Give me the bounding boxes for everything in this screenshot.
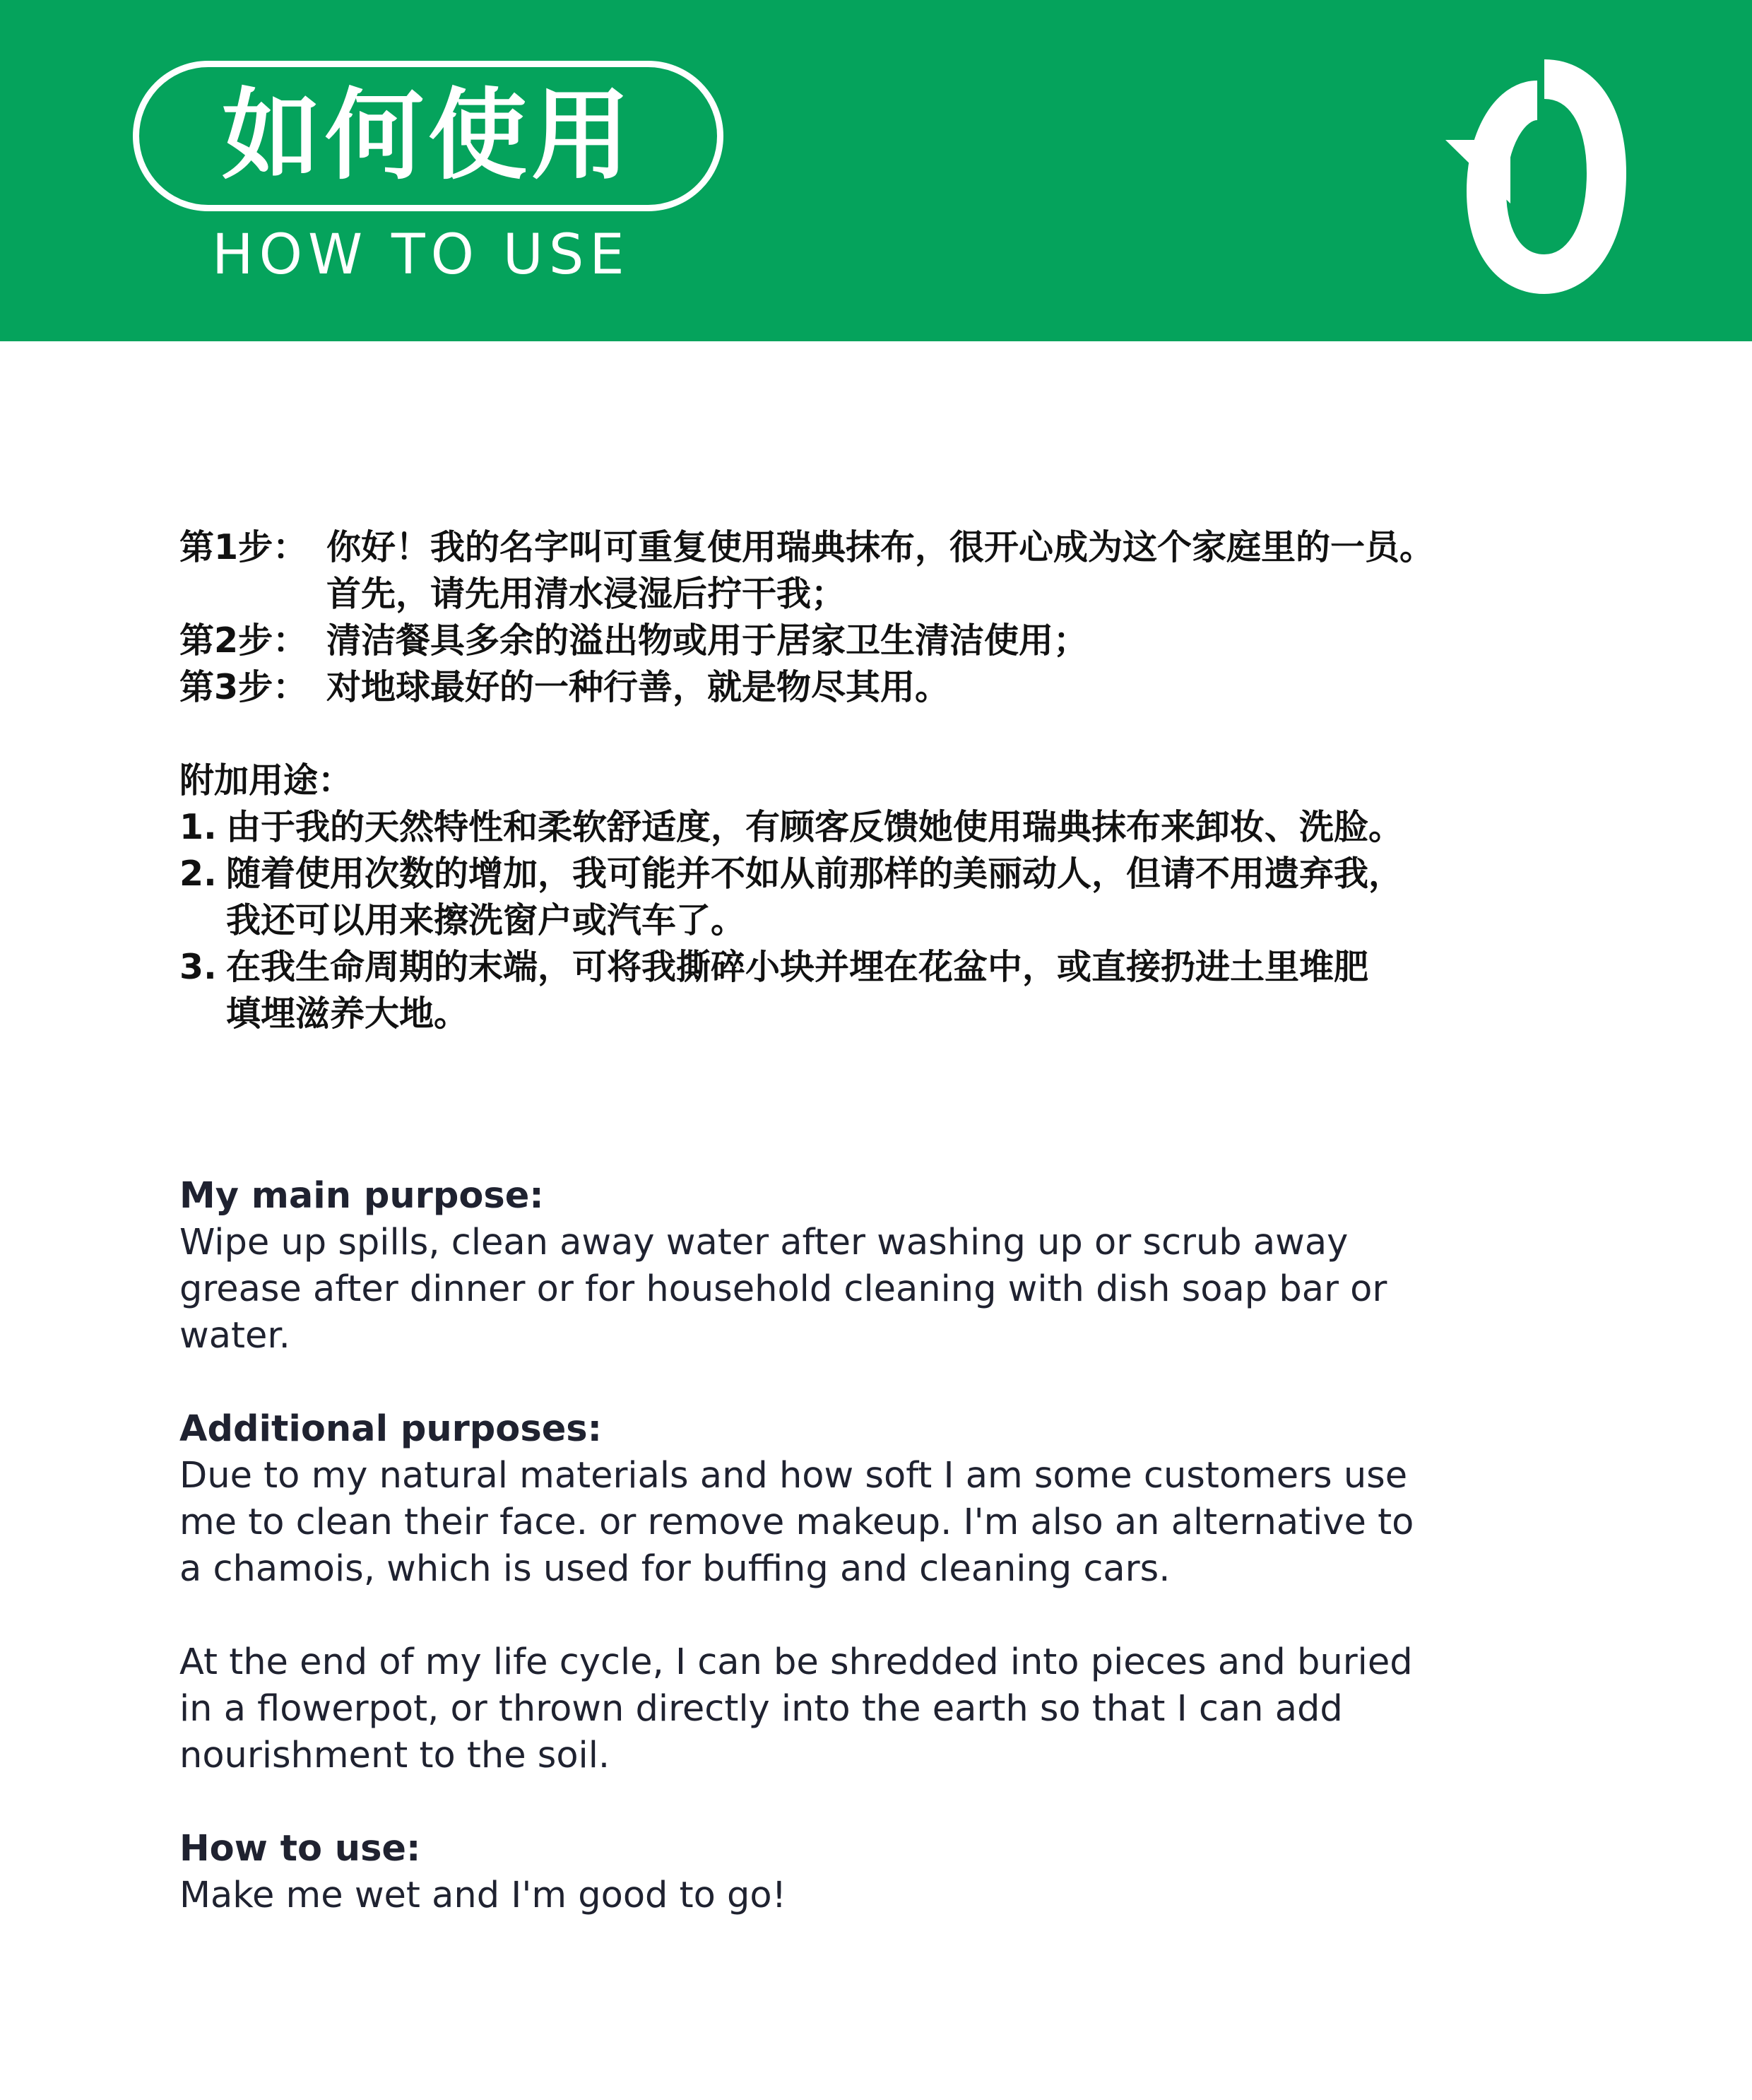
- main-purpose-block: [179, 1173, 1635, 1359]
- step-3: [179, 664, 1635, 711]
- additional-uses-heading-zh: 附加用途：: [179, 760, 353, 801]
- step-2: [179, 618, 1635, 664]
- step-label: 第3步：: [179, 667, 308, 707]
- list-item-text: 填埋滋养大地。: [226, 993, 469, 1034]
- how-to-use-heading: How to use:: [179, 1828, 421, 1870]
- list-item-text: 在我生命周期的末端，可将我撕碎小块并埋在花盆中，或直接扔进土里堆肥: [226, 947, 1369, 987]
- list-item: [179, 944, 1635, 1037]
- instructions-en: [179, 1173, 1635, 1966]
- paragraph-line: At the end of my life cycle, I can be shredded into pieces and buried: [179, 1641, 1413, 1683]
- paragraph-line: me to clean their face. or remove makeup. I'm also an alternative to: [179, 1502, 1414, 1543]
- recycle-loop-icon: [1431, 49, 1657, 297]
- list-item-number: 1.: [179, 807, 217, 847]
- spacer: [179, 711, 1635, 757]
- page-title-zh: 如何使用: [221, 78, 634, 194]
- paragraph-line: nourishment to the soil.: [179, 1735, 610, 1776]
- step-text: 清洁餐具多余的溢出物或用于居家卫生清洁使用；: [326, 620, 1089, 661]
- step-label: 第1步：: [179, 527, 308, 567]
- paragraph-line: a chamois, which is used for buffing and cleaning cars.: [179, 1548, 1171, 1590]
- header-banner: [0, 0, 1752, 341]
- paragraph-line: grease after dinner or for household cleaning with dish soap bar or: [179, 1268, 1387, 1310]
- paragraph-line: Make me wet and I'm good to go!: [179, 1875, 787, 1916]
- list-item: [179, 804, 1635, 851]
- paragraph-line: Wipe up spills, clean away water after washing up or scrub away: [179, 1222, 1349, 1263]
- additional-purposes-heading: Additional purposes:: [179, 1408, 603, 1450]
- list-item-number: 3.: [179, 947, 217, 987]
- list-item-text: 由于我的天然特性和柔软舒适度，有顾客反馈她使用瑞典抹布来卸妆、洗脸。: [226, 807, 1404, 847]
- additional-purposes-block: [179, 1406, 1635, 1593]
- instructions-zh: [179, 524, 1635, 1037]
- step-text: 首先，请先用清水浸湿后拧干我；: [326, 574, 846, 614]
- paragraph-line: Due to my natural materials and how soft I am some customers use: [179, 1455, 1408, 1497]
- end-of-life-block: [179, 1639, 1635, 1779]
- paragraph-line: in a flowerpot, or thrown directly into the earth so that I can add: [179, 1688, 1343, 1730]
- list-item-text: 随着使用次数的增加，我可能并不如从前那样的美丽动人，但请不用遗弃我，: [226, 854, 1404, 894]
- step-text: 对地球最好的一种行善，就是物尽其用。: [326, 667, 950, 707]
- list-item-text: 我还可以用来擦洗窗户或汽车了。: [226, 900, 746, 940]
- list-item-number: 2.: [179, 854, 217, 894]
- step-1: [179, 524, 1635, 618]
- page-title-en: HOW TO USE: [212, 223, 630, 287]
- how-to-use-block: [179, 1826, 1635, 1919]
- title-pill: [133, 61, 723, 211]
- step-text: 你好！我的名字叫可重复使用瑞典抹布，很开心成为这个家庭里的一员。: [326, 527, 1435, 567]
- list-item: [179, 851, 1635, 944]
- main-purpose-heading: My main purpose:: [179, 1175, 544, 1217]
- paragraph-line: water.: [179, 1315, 290, 1357]
- step-label: 第2步：: [179, 620, 308, 661]
